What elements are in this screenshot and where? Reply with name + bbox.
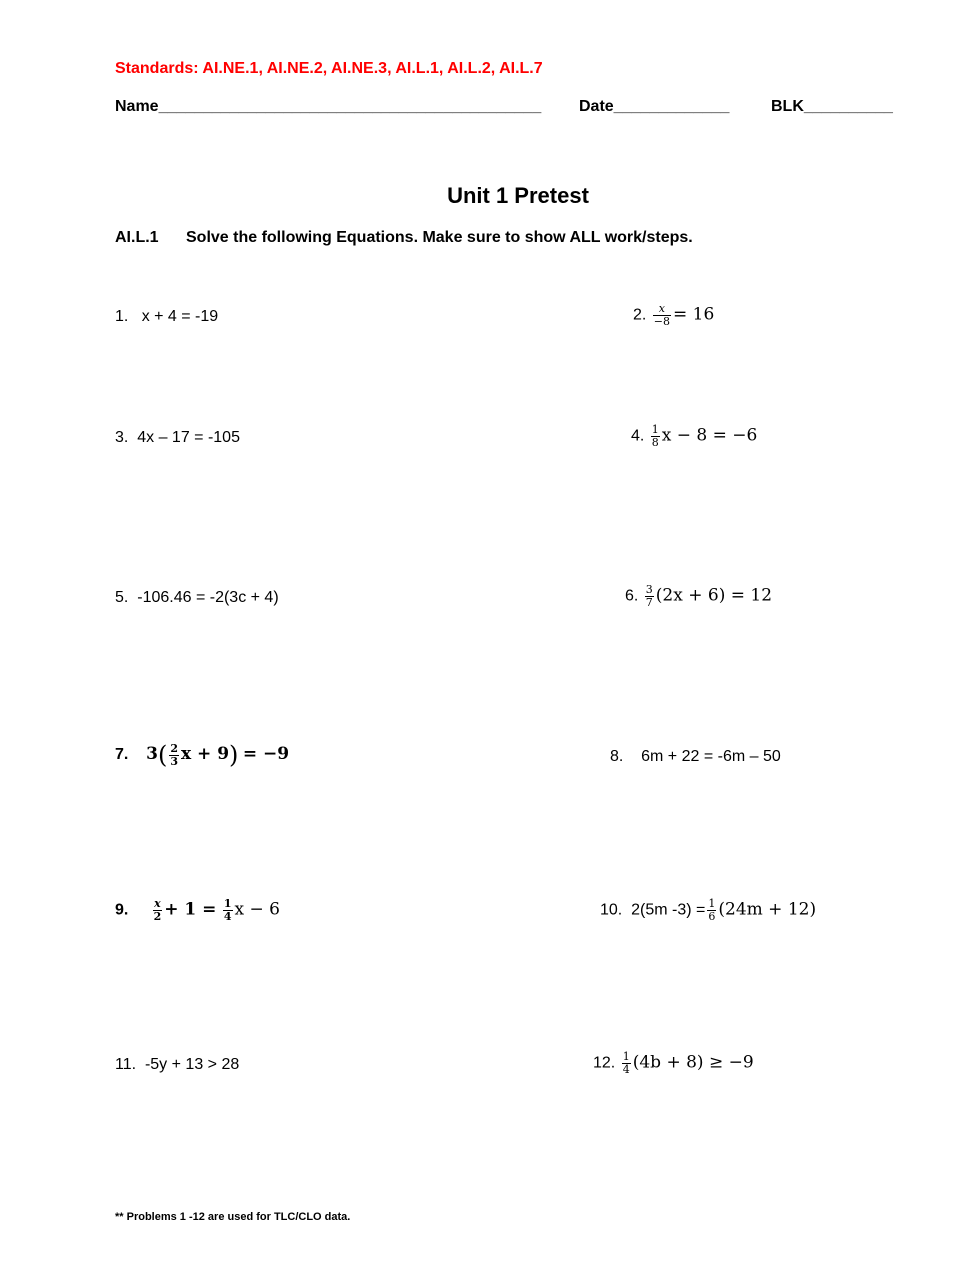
problem-number: 3.: [115, 429, 129, 446]
date-field[interactable]: Date_____________: [579, 98, 730, 115]
problem-number: 7.: [115, 746, 129, 764]
fraction: $\frac{1}{4}$: [223, 897, 232, 923]
problem-equation: = 16: [673, 304, 715, 325]
name-field[interactable]: Name___________________________________________: [115, 98, 542, 115]
problem-number: 9.: [115, 901, 129, 919]
inner-expression: x + 9: [181, 744, 230, 765]
instructions-standard: AI.L.1: [115, 229, 159, 246]
page-title: Unit 1 Pretest: [447, 183, 589, 208]
problem-equation: 4x – 17 = -105: [137, 429, 240, 446]
problem-number: 4.: [631, 427, 645, 445]
problem-number: 11.: [115, 1056, 137, 1073]
problem-number: 8.: [610, 748, 624, 765]
lead-expression: 2(5m -3) =: [631, 901, 706, 919]
fraction: $\frac{3}{7}$: [645, 583, 653, 609]
fraction: $\frac{1}{6}$: [708, 897, 716, 923]
standards-line: Standards: AI.NE.1, AI.NE.2, AI.NE.3, AI.L.1, AI.L.2, AI.L.7: [115, 60, 543, 77]
problem-11: [115, 1056, 239, 1074]
left-paren: (: [157, 741, 168, 769]
problem-equation: (24m + 12): [718, 899, 817, 920]
problem-4: [631, 424, 757, 448]
problem-8: [610, 748, 781, 766]
fraction: $\frac{1}{4}$: [622, 1050, 630, 1076]
problem-number: 2.: [633, 306, 647, 324]
coefficient: 3: [146, 744, 158, 765]
problem-12: [593, 1051, 754, 1075]
fraction: $\frac{x}{-8}$: [653, 302, 671, 328]
problem-equation: (2x + 6) = 12: [655, 585, 773, 606]
fraction: $\frac{2}{3}$: [170, 741, 178, 768]
problem-1: [115, 308, 218, 326]
problem-10: [600, 898, 816, 922]
right-paren: ): [229, 741, 239, 769]
problem-5: [115, 589, 279, 607]
problem-equation: -106.46 = -2(3c + 4): [137, 589, 279, 606]
fraction: $\frac{x}{2}$: [153, 897, 162, 923]
problem-equation: x − 6: [234, 899, 280, 920]
problem-number: 6.: [625, 587, 639, 605]
problem-6: [625, 584, 772, 608]
problem-equation: 6m + 22 = -6m – 50: [641, 748, 781, 765]
footer-note: ** Problems 1 -12 are used for TLC/CLO data.: [115, 1211, 351, 1223]
problem-equation: = −9: [242, 744, 290, 765]
problem-equation: x − 8 = −6: [661, 425, 758, 446]
problem-number: 10.: [600, 901, 623, 919]
middle-expression: + 1 =: [164, 899, 217, 920]
problem-9: [115, 898, 280, 922]
instructions-text: Solve the following Equations. Make sure to show ALL work/steps.: [186, 229, 693, 246]
problem-7: [115, 741, 289, 769]
problem-2: [633, 303, 714, 327]
problem-3: [115, 429, 240, 447]
blk-field[interactable]: BLK__________: [771, 98, 893, 115]
problem-number: 1.: [115, 308, 129, 325]
problem-equation: x + 4 = -19: [141, 308, 219, 325]
problem-number: 5.: [115, 589, 129, 606]
problem-equation: (4b + 8) ≥ −9: [632, 1052, 754, 1073]
fraction: $\frac{1}{8}$: [651, 423, 659, 449]
problem-number: 12.: [593, 1054, 616, 1072]
problem-equation: -5y + 13 > 28: [144, 1056, 240, 1073]
instructions: [115, 229, 693, 247]
